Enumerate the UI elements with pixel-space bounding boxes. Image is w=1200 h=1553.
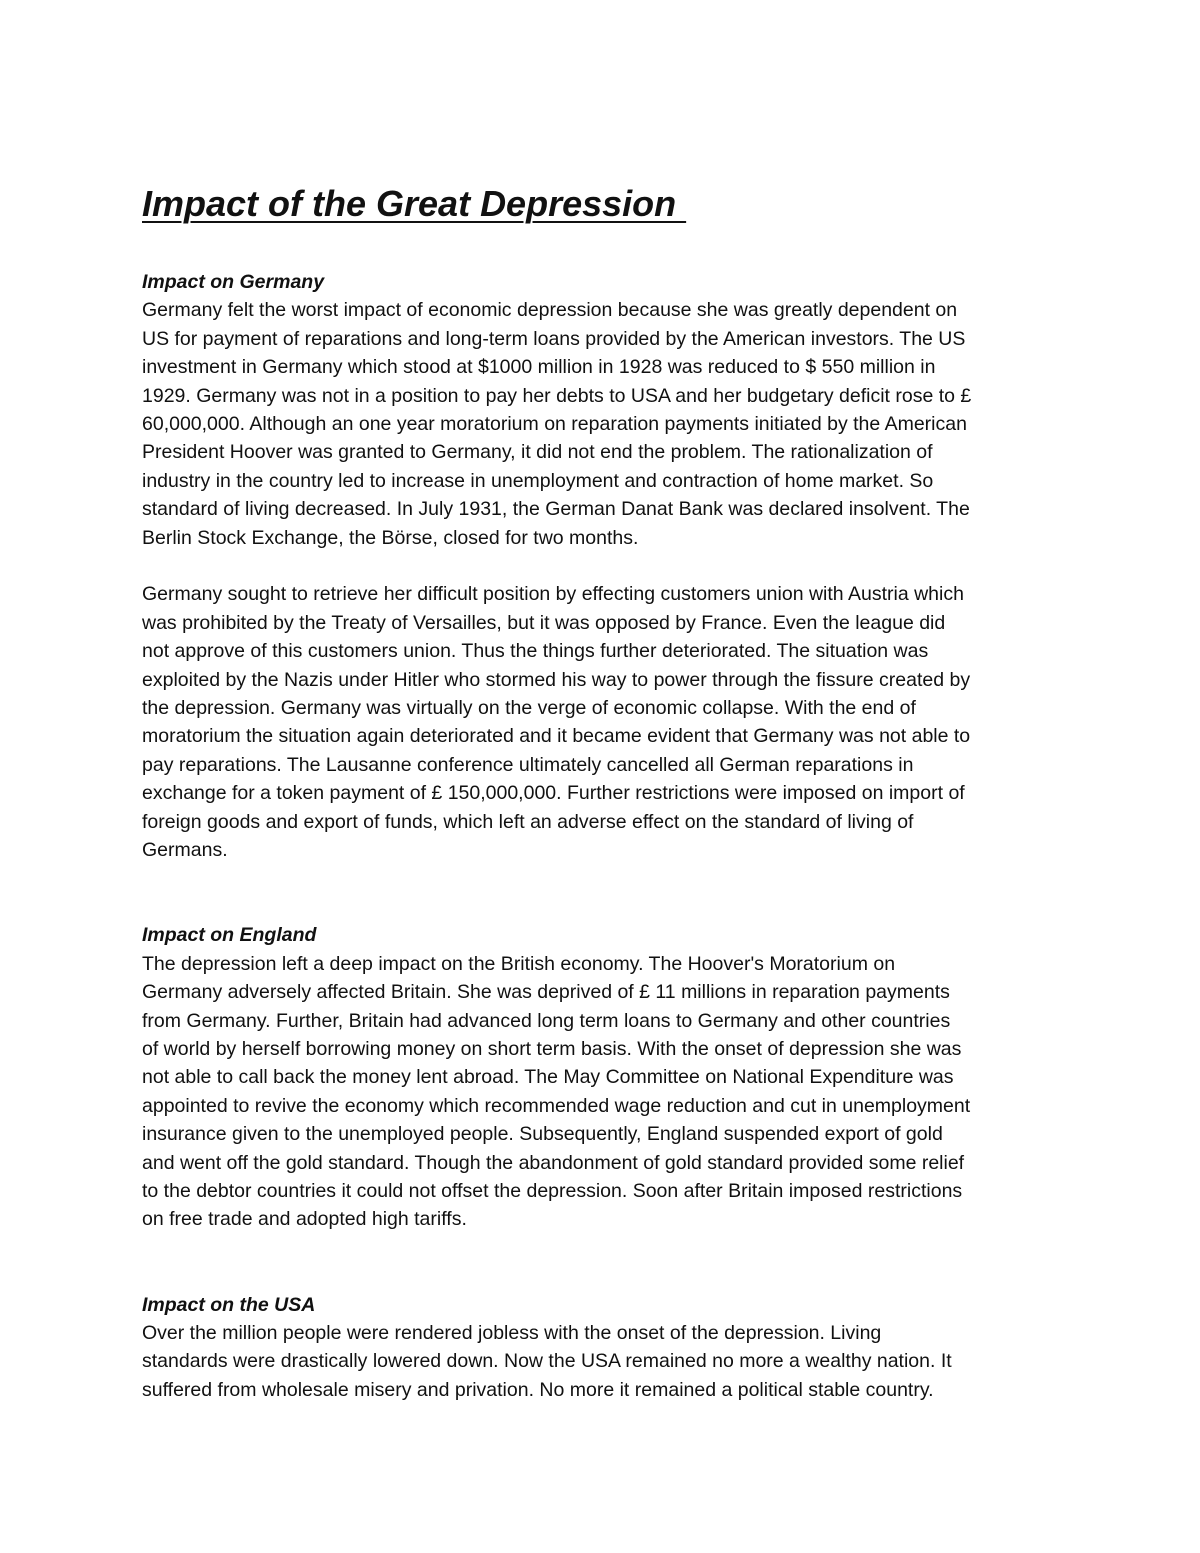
section-heading: Impact on England bbox=[142, 924, 317, 947]
text-line: suffered from wholesale misery and privation. No more it remained a political stable country. bbox=[142, 1378, 934, 1401]
section-heading: Impact on Germany bbox=[142, 271, 325, 293]
text-line: investment in Germany which stood at $1000 million in 1928 was reduced to $ 550 million in bbox=[142, 356, 936, 379]
text-line: Berlin Stock Exchange, the Börse, closed for two months. bbox=[142, 526, 639, 549]
text-line: exchange for a token payment of £ 150,000,000. Further restrictions were imposed on import of bbox=[142, 782, 965, 805]
section-usa bbox=[142, 1291, 1062, 1405]
paragraph bbox=[142, 950, 1062, 1234]
text-line: not approve of this customers union. Thus the things further deteriorated. The situation was bbox=[142, 640, 929, 663]
text-line: Germany felt the worst impact of economic depression because she was greatly dependent on bbox=[142, 299, 958, 322]
document-page bbox=[142, 182, 1062, 1404]
text-line: industry in the country led to increase in unemployment and contraction of home market. So bbox=[142, 469, 934, 492]
text-line: Germany adversely affected Britain. She was deprived of £ 11 millions in reparation payments bbox=[142, 981, 950, 1004]
text-line: moratorium the situation again deteriorated and it became evident that Germany was not able to bbox=[142, 725, 971, 748]
section-germany bbox=[142, 268, 1062, 865]
text-line: exploited by the Nazis under Hitler who stormed his way to power through the fissure created by bbox=[142, 668, 971, 691]
text-line: foreign goods and export of funds, which left an adverse effect on the standard of living of bbox=[142, 810, 914, 833]
text-line: 60,000,000. Although an one year moratorium on reparation payments initiated by the American bbox=[142, 413, 967, 436]
text-line: Over the million people were rendered jobless with the onset of the depression. Living bbox=[142, 1321, 882, 1344]
text-line: of world by herself borrowing money on short term basis. With the onset of depression she was bbox=[142, 1037, 962, 1060]
paragraph bbox=[142, 296, 1062, 552]
section-england bbox=[142, 921, 1062, 1233]
text-line: US for payment of reparations and long-term loans provided by the American investors. The US bbox=[142, 327, 966, 350]
text-line: 1929. Germany was not in a position to pay her debts to USA and her budgetary deficit rose to £ bbox=[142, 384, 972, 407]
text-line: was prohibited by the Treaty of Versailles, but it was opposed by France. Even the league did bbox=[142, 611, 946, 634]
text-line: the depression. Germany was virtually on the verge of economic collapse. With the end of bbox=[142, 697, 916, 720]
document-title: Impact of the Great Depression bbox=[142, 183, 687, 224]
text-line: standards were drastically lowered down. Now the USA remained no more a wealthy nation. It bbox=[142, 1350, 952, 1373]
paragraph bbox=[142, 1319, 1062, 1404]
text-line: President Hoover was granted to Germany, it did not end the problem. The rationalization of bbox=[142, 441, 933, 464]
text-line: standard of living decreased. In July 1931, the German Danat Bank was declared insolvent. The bbox=[142, 498, 970, 521]
text-line: from Germany. Further, Britain had advanced long term loans to Germany and other countries bbox=[142, 1009, 951, 1032]
text-line: pay reparations. The Lausanne conference ultimately cancelled all German reparations in bbox=[142, 753, 914, 776]
text-line: Germany sought to retrieve her difficult position by effecting customers union with Austria which bbox=[142, 583, 964, 606]
text-line: to the debtor countries it could not offset the depression. Soon after Britain imposed restrictions bbox=[142, 1179, 963, 1202]
section-heading: Impact on the USA bbox=[142, 1293, 316, 1316]
text-line: and went off the gold standard. Though the abandonment of gold standard provided some relief bbox=[142, 1151, 965, 1174]
text-line: Germans. bbox=[142, 839, 228, 862]
text-line: insurance given to the unemployed people. Subsequently, England suspended export of gold bbox=[142, 1123, 943, 1146]
text-line: appointed to revive the economy which recommended wage reduction and cut in unemployment bbox=[142, 1094, 971, 1117]
text-line: not able to call back the money lent abroad. The May Committee on National Expenditure was bbox=[142, 1066, 954, 1089]
paragraph bbox=[142, 580, 1062, 864]
text-line: on free trade and adopted high tariffs. bbox=[142, 1208, 467, 1231]
text-line: The depression left a deep impact on the British economy. The Hoover's Moratorium on bbox=[142, 952, 896, 975]
